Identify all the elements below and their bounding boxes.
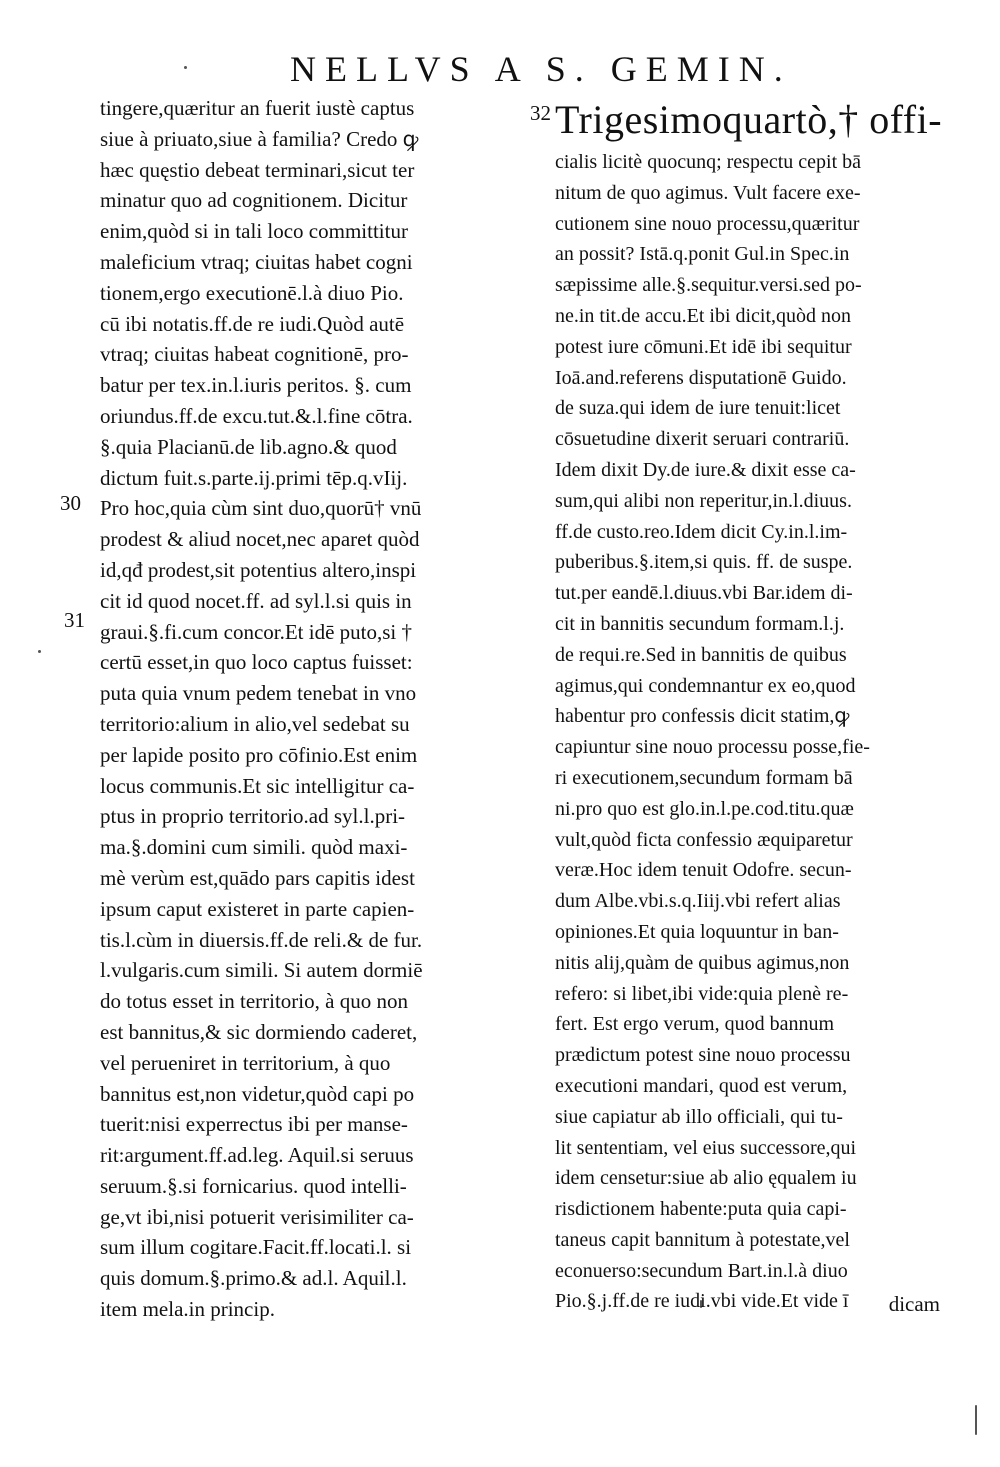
text-line: hæc quęstio debeat terminari,sicut ter: [100, 157, 415, 182]
text-line: tut.per eandē.l.diuus.vbi Bar.idem di-: [555, 582, 853, 605]
text-line: de suza.qui idem de iure tenuit:licet: [555, 397, 841, 420]
text-line: risdictionem habente:puta quia capi-: [555, 1198, 847, 1221]
text-line: veræ.Hoc idem tenuit Odofre. secun-: [555, 859, 852, 882]
text-line: do totus esset in territorio, à quo non: [100, 989, 408, 1014]
text-line: siue capiatur ab illo officiali, qui tu-: [555, 1105, 843, 1128]
opening-line: Trigesimoquartò,† offi-: [555, 97, 943, 142]
text-line: mè verùm est,quādo pars capitis idest: [100, 865, 415, 890]
text-line: oriundus.ff.de excu.tut.&.l.fine cōtra.: [100, 403, 413, 428]
text-line: [555, 93, 965, 147]
text-line: sum,qui alibi non reperitur,in.l.diuus.: [555, 489, 852, 512]
text-line: tis.l.cùm in diuersis.ff.de reli.& de fur.: [100, 927, 423, 952]
text-line: item mela.in princip.: [100, 1297, 275, 1322]
text-line: territorio:alium in alio,vel sedebat su: [100, 711, 410, 736]
text-line: ni.pro quo est glo.in.l.pe.cod.titu.quæ: [555, 797, 854, 820]
text-line: vtraq; ciuitas habeat cognitionē, pro-: [100, 342, 409, 367]
text-line: quis domum.§.primo.& ad.l. Aquil.l.: [100, 1266, 407, 1291]
ink-speck: [184, 66, 187, 69]
text-line: ge,vt ibi,nisi potuerit verisimiliter ca-: [100, 1204, 414, 1229]
text-line: vult,quòd ficta confessio æquiparetur: [555, 828, 853, 851]
text-line: cit in bannitis secundum formam.l.j.: [555, 612, 845, 635]
right-column: [555, 93, 965, 1317]
text-line: cū ibi notatis.ff.de re iudi.Quòd autē: [100, 311, 405, 336]
text-line: dictum fuit.s.parte.ij.primi tēp.q.vIij.: [100, 465, 408, 490]
ink-speck: [975, 1405, 977, 1435]
text-line: prædictum potest sine nouo processu: [555, 1044, 851, 1067]
text-line: ri executionem,secundum formam bā: [555, 766, 853, 789]
text-line: ma.§.domini cum simili. quòd maxi-: [100, 835, 408, 860]
text-line: tingere,quæritur an fuerit iustè captus: [100, 96, 415, 120]
text-line: refero: si libet,ibi vide:quia plenè re-: [555, 982, 849, 1005]
text-line: habentur pro confessis dicit statim,ꝙ: [555, 705, 850, 728]
text-line: puta quia vnum pedem tenebat in vno: [100, 681, 417, 706]
text-line: nitum de quo agimus. Vult facere exe-: [555, 181, 861, 204]
text-line: vel perueniret in territorium, à quo: [100, 1050, 391, 1075]
ink-speck: [38, 650, 41, 653]
text-line: puberibus.§.item,si quis. ff. de suspe.: [555, 551, 853, 574]
text-line: opiniones.Et quia loquuntur in ban-: [555, 920, 839, 943]
text-line: est bannitus,& sic dormiendo caderet,: [100, 1019, 418, 1044]
text-line: Pio.§.j.ff.de re iudi.vbi vide.Et vide ī: [555, 1290, 849, 1313]
text-line: ipsum caput existeret in parte capien-: [100, 896, 415, 921]
text-line: seruum.§.si fornicarius. quod intelli-: [100, 1173, 407, 1198]
text-line: cit id quod nocet.ff. ad syl.l.si quis in: [100, 588, 412, 613]
text-line: ne.in tit.de accu.Et ibi dicit,quòd non: [555, 304, 852, 327]
text-line: maleficium vtraq; ciuitas habet cogni: [100, 249, 413, 274]
text-line: Idem dixit Dy.de iure.& dixit esse ca-: [555, 458, 856, 481]
text-line: tuerit:nisi experrectus ibi per mansе-: [100, 1112, 408, 1137]
text-line: executioni mandari, quod est verum,: [555, 1074, 848, 1097]
text-line: nitis alij,quàm de quibus agimus,non: [555, 951, 850, 974]
text-line: certū esset,in quo loco captus fuisset:: [100, 650, 413, 675]
text-line: minatur quo ad cognitionem. Dicitur: [100, 188, 408, 213]
running-header: NELLVS A S. GEMIN.: [290, 49, 792, 89]
text-line: siue à priuato,siue à familia? Credo ꝙ: [100, 126, 419, 151]
margin-number-30: 30: [60, 491, 81, 515]
text-line: lit sententiam, vel eius successore,qui: [555, 1136, 857, 1159]
text-line: idem censetur:siue ab alio ęqualem iu: [555, 1167, 857, 1190]
text-line: ff.de custo.reo.Idem dicit Cy.in.l.im-: [555, 520, 848, 543]
text-line: id,qđ prodest,sit potentius altero,inspi: [100, 557, 417, 582]
text-line: §.quia Placianū.de lib.agno.& quod: [100, 434, 397, 459]
margin-number-32: 32: [530, 101, 551, 125]
text-line: Ioā.and.referens disputationē Guido.: [555, 366, 847, 389]
text-line: l.vulgaris.cum simili. Si autem dormiē: [100, 958, 423, 983]
text-line: ptus in proprio territorio.ad syl.l.pri-: [100, 804, 406, 829]
margin-number-31: 31: [64, 608, 85, 632]
text-line: rit:argument.ff.ad.leg. Aquil.si seruus: [100, 1143, 414, 1168]
text-line: de requi.re.Sed in bannitis de quibus: [555, 643, 847, 666]
text-line: prodest & aliud nocet,nec aparet quòd: [100, 527, 420, 552]
text-line: cōsuetudine dixerit seruari contrariū.: [555, 428, 850, 451]
text-line: sæpissime alle.§.sequitur.versi.sed po-: [555, 274, 862, 297]
text-line: fert. Est ergo verum, quod bannum: [555, 1013, 835, 1036]
text-line: potest iure cōmuni.Et idē ibi sequitur: [555, 335, 852, 358]
text-line: an possit? Istā.q.ponit Gul.in Spec.in: [555, 243, 850, 266]
text-line: taneus capit bannitum à potestate,vel: [555, 1228, 850, 1251]
text-line: cutionem sine nouo processu,quæritur: [555, 212, 860, 235]
text-line: Pro hoc,quia cùm sint duo,quorū† vnū: [100, 496, 422, 521]
catchword: dicam: [888, 1292, 940, 1316]
text-line: enim,quòd si in tali loco committitur: [100, 219, 408, 244]
text-line: locus communis.Et sic intelligitur ca-: [100, 773, 415, 798]
text-line: per lapide posito pro cōfinio.Est enim: [100, 742, 418, 767]
text-line: capiuntur sine nouo processu posse,fie-: [555, 736, 870, 759]
text-line: sum illum cogitare.Facit.ff.locati.l. si: [100, 1235, 412, 1260]
text-line: tionem,ergo executionē.l.à diuo Pio.: [100, 280, 404, 305]
left-column: [100, 93, 530, 1325]
text-line: econuerso:secundum Bart.in.l.à diuo: [555, 1259, 848, 1282]
text-line: graui.§.fi.cum concor.Et idē puto,si †: [100, 619, 413, 644]
text-line: bannitus est,non videtur,quòd capi po: [100, 1081, 415, 1106]
text-line: dum Albe.vbi.s.q.Iiij.vbi refert alias: [555, 890, 841, 913]
text-line: agimus,qui condemnantur ex eo,quod: [555, 674, 856, 697]
text-line: cialis licitè quocunq; respectu cepit bā: [555, 151, 861, 173]
text-line: batur per tex.in.l.iuris peritos. §. cum: [100, 373, 412, 398]
